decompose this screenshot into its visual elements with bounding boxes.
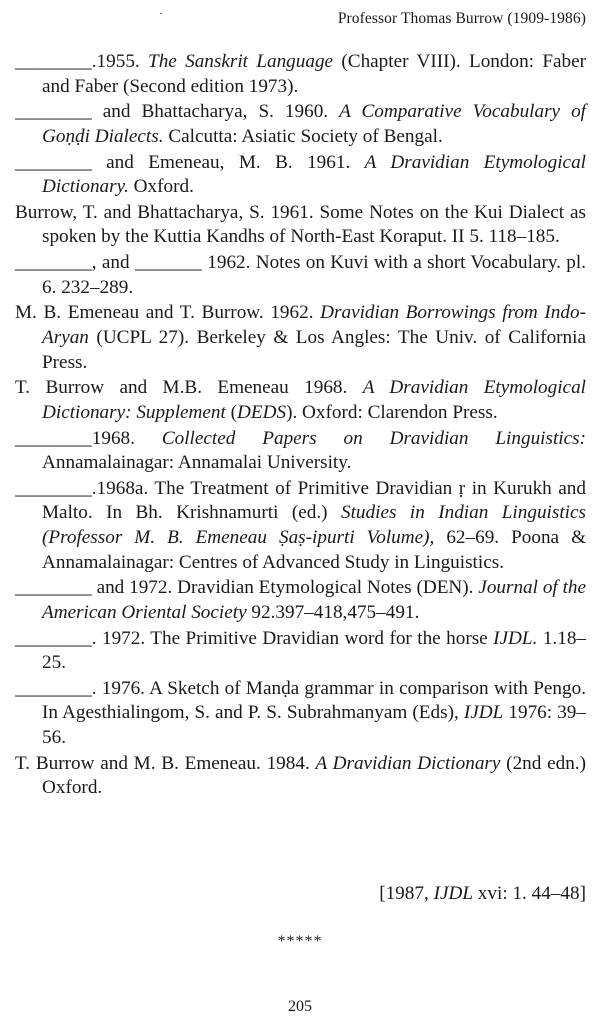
reference-entry (15, 627, 586, 676)
reference-italic-text: The Sanskrit Language (148, 51, 334, 72)
section-separator: ***** (277, 933, 323, 950)
reference-text: ________, and _______ 1962. Notes on Kuvi with a short Vocabulary. pl. 6. 232–289. (15, 252, 586, 298)
reference-list (15, 50, 586, 802)
page-number: 205 (288, 998, 312, 1015)
reference-text: ( (225, 401, 238, 423)
reference-entry (15, 427, 586, 476)
reference-text: ________. 1976. A Sketch of Manḍa grammar in comparison with Pengo. In Agesthialingom, S. and P. S. Subrahmanyam (Eds), (15, 677, 586, 724)
reference-entry (15, 201, 586, 250)
reference-text: , 62–69. Poona & Annamalainagar: Centres of Advanced Study in Linguistics. (42, 527, 586, 573)
reference-italic-text: Journal of the American Oriental Society (42, 577, 587, 623)
citation-suffix: xvi: 1. 44–48] (473, 883, 586, 904)
reference-italic-text: Dravidian Borrowings from Indo-Aryan (42, 302, 586, 348)
citation-prefix: [1987, (379, 883, 434, 904)
reference-entry (15, 576, 586, 625)
reference-italic-text: IJDL. (493, 627, 538, 649)
reference-text: T. Burrow and M. B. Emeneau. 1984. (15, 752, 316, 774)
reference-entry (15, 477, 586, 575)
reference-text: M. B. Emeneau and T. Burrow. 1962. (15, 302, 321, 324)
reference-entry (15, 301, 586, 375)
reference-text: ). Oxford: Clarendon Press. (286, 401, 498, 423)
reference-text: (2nd edn.) Oxford. (42, 752, 586, 799)
reference-entry (15, 100, 586, 149)
reference-text: ________1968. (15, 427, 162, 449)
margin-dot: · (159, 6, 163, 20)
reference-entry (15, 376, 586, 425)
reference-text: ________.1955. (15, 51, 149, 72)
reference-text: ________ and 1972. Dravidian Etymological Notes (DEN). (15, 577, 479, 599)
reference-text: 92.397–418,475–491. (246, 601, 420, 623)
reference-text: Burrow, T. and Bhattacharya, S. 1961. Some Notes on the Kui Dialect as spoken by the Kuttia Kandhs of North-East Koraput. II 5. 118–185. (15, 201, 586, 248)
reference-text: Calcutta: Asiatic Society of Bengal. (163, 125, 443, 147)
source-citation (379, 883, 586, 905)
reference-italic-text: A Dravidian Etymological Dictionary. (42, 151, 586, 198)
reference-text: (UCPL 27). Berkeley & Los Angles: The Univ. of California Press. (42, 327, 586, 373)
reference-italic-text: A Dravidian Dictionary (315, 752, 501, 774)
reference-italic-text: Studies in Indian Linguistics (Professor M. B. Emeneau Ṣaṣ-ipurti Volume) (42, 502, 586, 549)
reference-italic-text: IJDL (463, 702, 504, 724)
reference-entry (15, 251, 586, 300)
reference-entry (15, 752, 586, 801)
reference-italic-text: A Dravidian Etymological Dictionary: Supplement (42, 377, 586, 423)
reference-text: ________ and Bhattacharya, S. 1960. (15, 101, 340, 123)
reference-text: 1.18–25. (42, 627, 587, 674)
reference-text: ________.1968a. The Treatment of Primitive Dravidian ṛ in Kurukh and Malto. In Bh. Krishnamurti (ed.) (15, 477, 586, 524)
reference-italic-text: Collected Papers on Dravidian Linguistics: (161, 427, 586, 449)
reference-italic-text: A Comparative Vocabulary of Goṇḍi Dialects. (42, 101, 586, 147)
reference-text: (Chapter VIII). London: Faber and Faber (Second edition 1973). (42, 51, 587, 97)
reference-text: Oxford. (128, 176, 194, 198)
running-head: Professor Thomas Burrow (1909-1986) (337, 10, 586, 27)
reference-text: T. Burrow and M.B. Emeneau 1968. (15, 377, 363, 399)
reference-entry (15, 677, 586, 751)
reference-text: ________ and Emeneau, M. B. 1961. (15, 151, 365, 173)
reference-italic-text: DEDS (237, 401, 287, 423)
reference-entry (15, 151, 586, 200)
reference-text: ________. 1972. The Primitive Dravidian word for the horse (15, 627, 494, 649)
reference-text: Annamalainagar: Annamalai University. (42, 452, 352, 474)
reference-entry (15, 50, 586, 99)
reference-text: 1976: 39–56. (42, 702, 586, 749)
citation-journal: IJDL (433, 883, 473, 904)
